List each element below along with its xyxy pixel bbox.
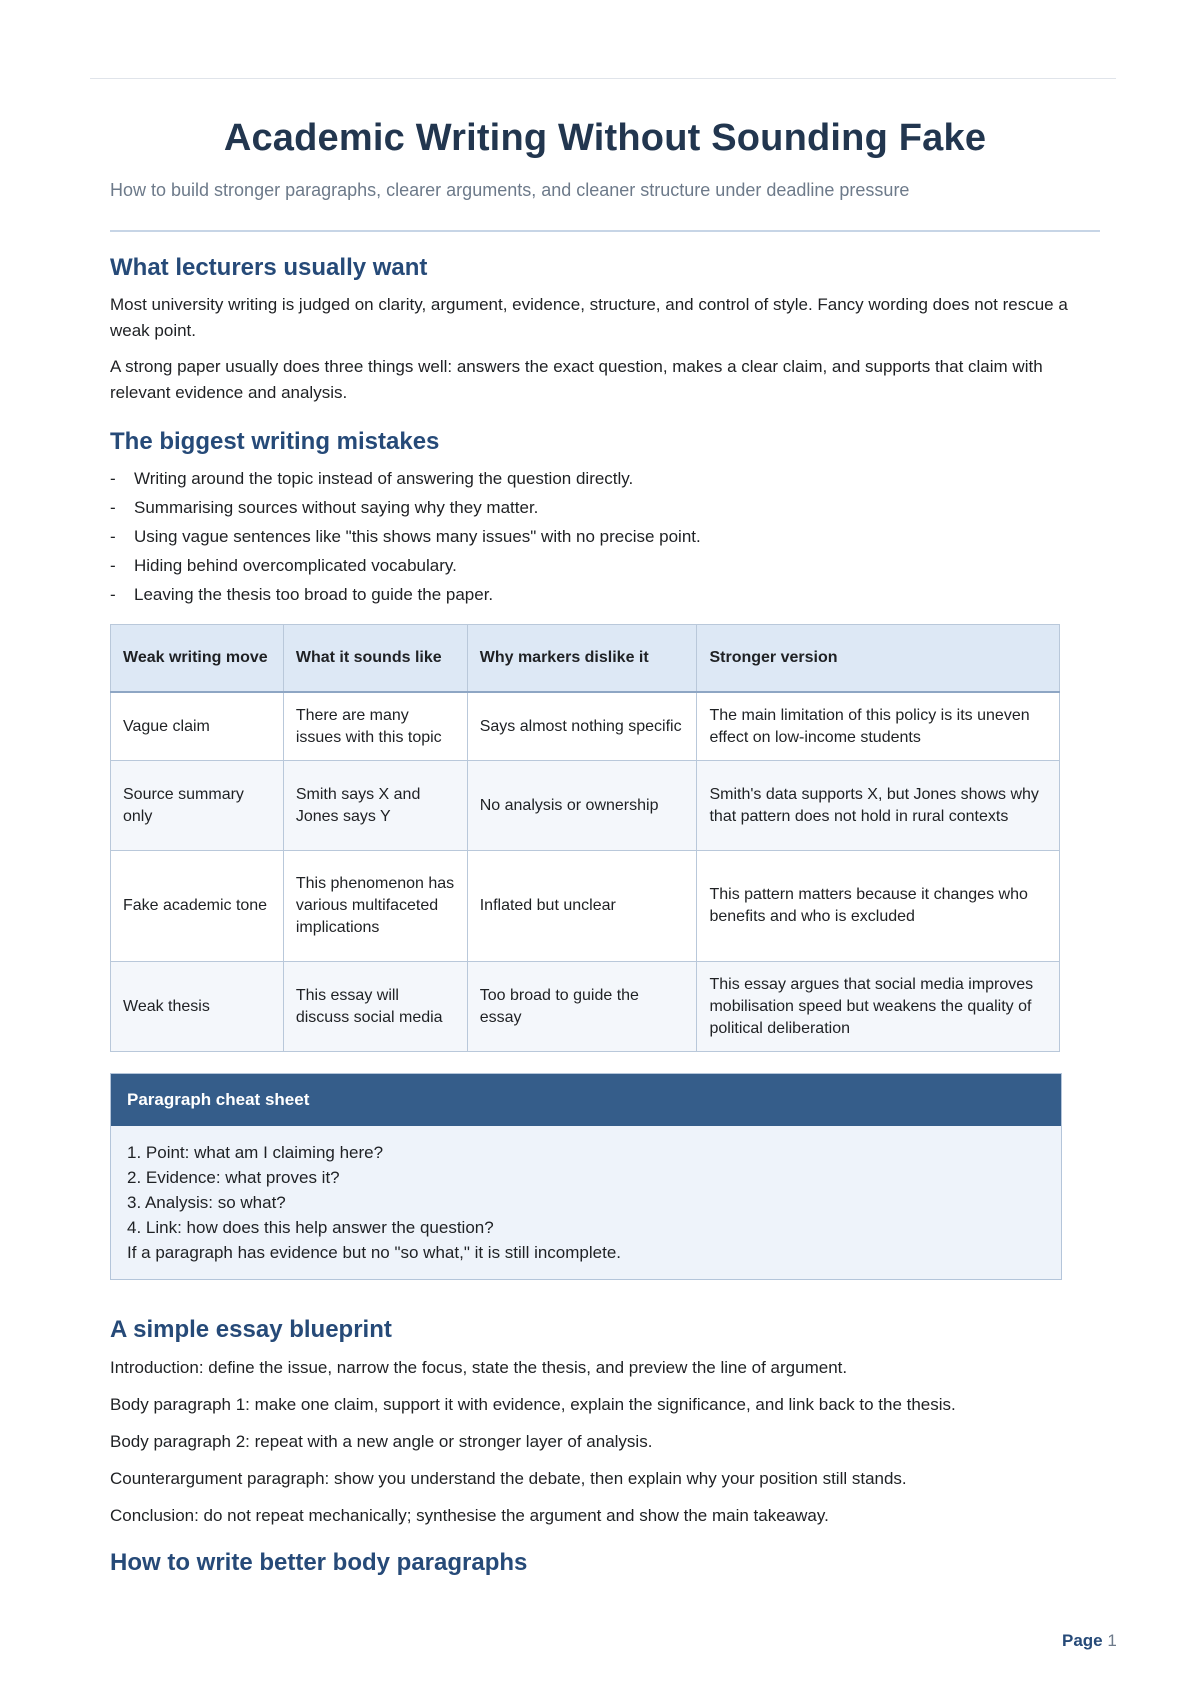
table-cell: Smith says X and Jones says Y — [283, 761, 467, 851]
paragraph: Counterargument paragraph: show you understand the debate, then explain why your position still stands. — [110, 1469, 907, 1488]
paragraph: A strong paper usually does three things well: answers the exact question, makes a clear claim, and supports that claim with relevant evidence and analysis. — [110, 357, 1043, 402]
list-item — [110, 464, 1100, 493]
table-cell: Vague claim — [111, 692, 284, 761]
title-divider — [110, 230, 1100, 232]
paragraph: Introduction: define the issue, narrow the focus, state the thesis, and preview the line of argument. — [110, 1358, 848, 1377]
list-item-text: Hiding behind overcomplicated vocabulary. — [134, 556, 457, 575]
list-item-text: Writing around the topic instead of answering the question directly. — [134, 469, 634, 488]
table-cell: There are many issues with this topic — [283, 692, 467, 761]
section-heading-blueprint: A simple essay blueprint — [110, 1316, 392, 1343]
list-item-text: Summarising sources without saying why they matter. — [134, 498, 539, 517]
table-row — [111, 962, 1060, 1052]
table-cell: The main limitation of this policy is its uneven effect on low-income students — [697, 692, 1060, 761]
document-body — [110, 254, 1100, 1577]
table-cell: This pattern matters because it changes who benefits and who is excluded — [697, 851, 1060, 962]
section-heading-mistakes: The biggest writing mistakes — [110, 428, 440, 455]
column-header: Weak writing move — [111, 625, 284, 693]
list-item — [110, 580, 1100, 609]
top-divider — [90, 78, 1116, 79]
table-cell: Smith's data supports X, but Jones shows why that pattern does not hold in rural contexts — [697, 761, 1060, 851]
list-item — [110, 522, 1100, 551]
table-cell: Fake academic tone — [111, 851, 284, 962]
column-header: Stronger version — [697, 625, 1060, 693]
section-heading-body-paragraphs: How to write better body paragraphs — [110, 1549, 528, 1576]
list-item — [110, 551, 1100, 580]
table-cell: Source summary only — [111, 761, 284, 851]
table-cell: Weak thesis — [111, 962, 284, 1052]
document-subtitle: How to build stronger paragraphs, clearer arguments, and cleaner structure under deadline pressure — [110, 180, 910, 200]
writing-moves-table — [110, 624, 1060, 1052]
mistakes-list — [110, 464, 1100, 609]
cheat-sheet-line: 3. Analysis: so what? — [127, 1193, 286, 1212]
table-cell: This essay argues that social media improves mobilisation speed but weakens the quality of political deliberation — [697, 962, 1060, 1052]
table-cell: Too broad to guide the essay — [467, 962, 697, 1052]
paragraph: Most university writing is judged on clarity, argument, evidence, structure, and control of style. Fancy wording does not rescue a weak point. — [110, 295, 1068, 340]
table-cell: This phenomenon has various multifaceted implications — [283, 851, 467, 962]
bullet-marker: - — [110, 556, 116, 575]
paragraph: Body paragraph 2: repeat with a new angle or stronger layer of analysis. — [110, 1432, 653, 1451]
cheat-sheet-line: If a paragraph has evidence but no "so what," it is still incomplete. — [127, 1243, 622, 1262]
cheat-sheet-body — [111, 1126, 1061, 1279]
paragraph-cheat-sheet — [110, 1073, 1062, 1280]
column-header: Why markers dislike it — [467, 625, 697, 693]
list-item — [110, 493, 1100, 522]
bullet-marker: - — [110, 585, 116, 604]
cheat-sheet-line: 1. Point: what am I claiming here? — [127, 1143, 384, 1162]
cheat-sheet-line: 2. Evidence: what proves it? — [127, 1168, 340, 1187]
table-row — [111, 692, 1060, 761]
page-label: Page — [1062, 1631, 1103, 1650]
bullet-marker: - — [110, 498, 116, 517]
table-cell: This essay will discuss social media — [283, 962, 467, 1052]
cheat-sheet-line: 4. Link: how does this help answer the question? — [127, 1218, 494, 1237]
list-item-text: Leaving the thesis too broad to guide the paper. — [134, 585, 494, 604]
page-number — [1062, 1631, 1117, 1651]
section-heading-lecturers: What lecturers usually want — [110, 254, 428, 281]
paragraph: Body paragraph 1: make one claim, support it with evidence, explain the significance, and link back to the thesis. — [110, 1395, 956, 1414]
table-row — [111, 851, 1060, 962]
cheat-sheet-title: Paragraph cheat sheet — [111, 1074, 1061, 1126]
paragraph: Conclusion: do not repeat mechanically; synthesise the argument and show the main takeaway. — [110, 1506, 829, 1525]
list-item-text: Using vague sentences like "this shows many issues" with no precise point. — [134, 527, 701, 546]
table-cell: Says almost nothing specific — [467, 692, 697, 761]
page-number-value: 1 — [1107, 1631, 1117, 1650]
table-cell: No analysis or ownership — [467, 761, 697, 851]
bullet-marker: - — [110, 527, 116, 546]
table-cell: Inflated but unclear — [467, 851, 697, 962]
table-header-row — [111, 625, 1060, 693]
column-header: What it sounds like — [283, 625, 467, 693]
bullet-marker: - — [110, 469, 116, 488]
table-row — [111, 761, 1060, 851]
document-title: Academic Writing Without Sounding Fake — [223, 117, 987, 159]
